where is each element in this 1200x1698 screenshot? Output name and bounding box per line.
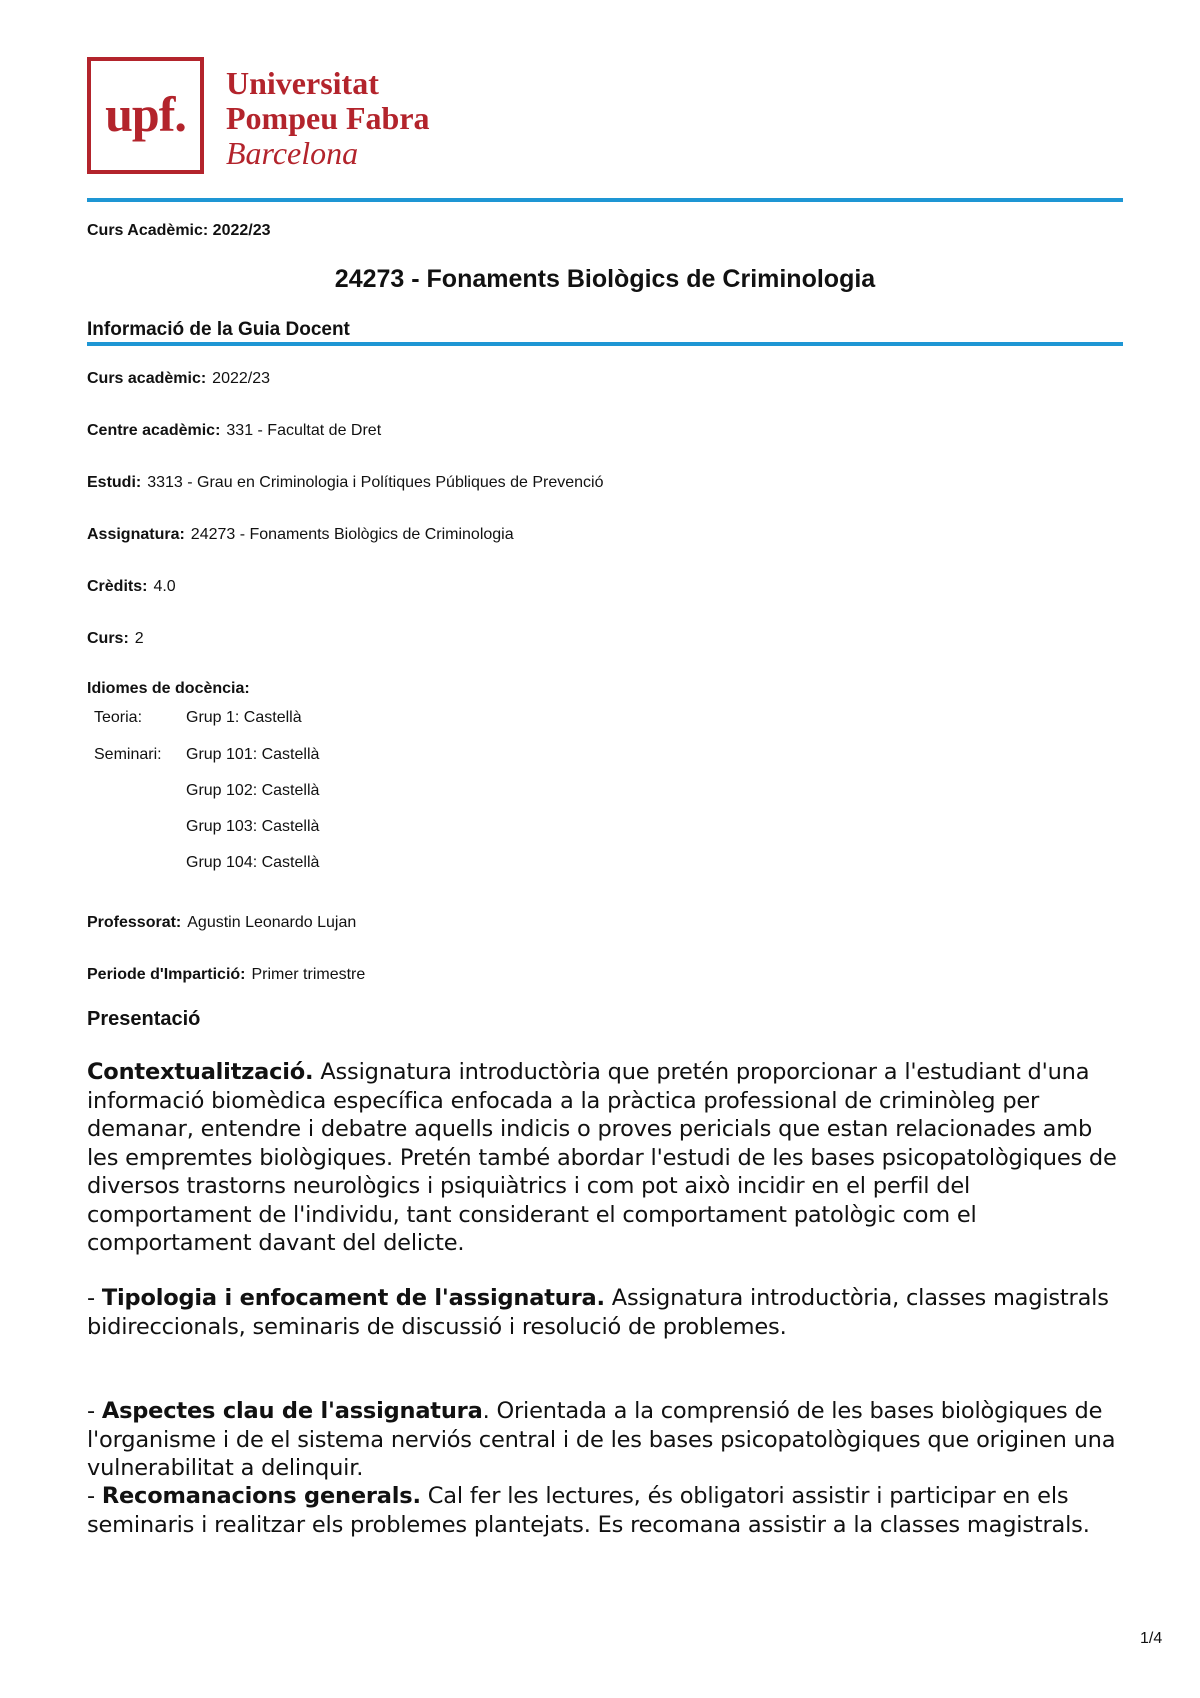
field-label: Curs: xyxy=(87,630,129,647)
language-group: Grup 102: Castellà xyxy=(186,782,320,799)
paragraph-text: . Orientada a la comprensió de les bases biològiques de l'organisme i de el sistema nerviós central i de les bases psicopatològiques que originen una vulnerabilitat a delinquir. xyxy=(87,1398,1116,1481)
presentation-paragraph xyxy=(87,1058,1127,1258)
field-value: 24273 - Fonaments Biològics de Criminologia xyxy=(190,526,514,543)
university-name xyxy=(226,66,486,171)
field-academic-centre xyxy=(87,422,381,440)
paragraph-text: Assignatura introductòria, classes magistrals bidireccionals, seminaris de discussió i resolució de problemes. xyxy=(87,1285,1109,1340)
paragraph-text: Assignatura introductòria que pretén proporcionar a l'estudiant d'una informació biomèdica específica enfocada a la pràctica professional de criminòleg per demanar, entendre i debatre aquells indicis o proves pericials que estan relacionades amb les empremtes biològiques. Pretén també abordar l'estudi de les bases psicopatològiques de diversos trastorns neurològics i psiquiàtrics i com pot això incidir en el perfil del comportament de l'individu, tant considerant el comportament patològic com el comportament davant del delicte. xyxy=(87,1059,1117,1256)
paragraph-lead: Tipologia i enfocament de l'assignatura. xyxy=(101,1285,605,1311)
field-staff xyxy=(87,914,356,932)
academic-year: Curs Acadèmic: 2022/23 xyxy=(87,222,271,239)
field-label: Curs acadèmic: xyxy=(87,370,207,387)
upf-logo-mark xyxy=(87,57,204,174)
university-city: Barcelona xyxy=(226,135,359,171)
seminar-label: Seminari: xyxy=(94,746,162,763)
field-label: Assignatura: xyxy=(87,526,185,543)
section-title: Informació de la Guia Docent xyxy=(87,319,350,340)
field-label: Periode d'Impartició: xyxy=(87,966,246,983)
university-name-line1: Universitat xyxy=(226,65,379,101)
field-value: Agustin Leonardo Lujan xyxy=(187,914,357,931)
paragraph-dash: - xyxy=(87,1483,102,1509)
field-credits xyxy=(87,578,176,596)
paragraph-lead: Recomanacions generals. xyxy=(101,1483,421,1509)
field-value: 2 xyxy=(134,630,144,647)
field-value: 2022/23 xyxy=(212,370,271,387)
presentation-paragraph xyxy=(87,1482,1127,1539)
logo-mark-text: upf. xyxy=(105,86,186,142)
language-group: Grup 104: Castellà xyxy=(186,854,320,871)
presentation-paragraph xyxy=(87,1397,1127,1483)
field-course xyxy=(87,630,144,648)
field-value: 331 - Facultat de Dret xyxy=(226,422,382,439)
field-label: Crèdits: xyxy=(87,578,148,595)
presentation-paragraph xyxy=(87,1284,1127,1341)
section-divider xyxy=(87,342,1123,346)
language-group: Grup 1: Castellà xyxy=(186,709,302,726)
paragraph-text: Cal fer les lectures, és obligatori assistir i participar en els seminaris i realitzar els problemes plantejats. Es recomana assistir a la classes magistrals. xyxy=(87,1483,1090,1538)
field-label: Centre acadèmic: xyxy=(87,422,221,439)
theory-label: Teoria: xyxy=(94,709,143,726)
university-name-line2: Pompeu Fabra xyxy=(226,100,430,136)
field-label: Estudi: xyxy=(87,474,142,491)
field-academic-year xyxy=(87,370,270,388)
field-value: 3313 - Grau en Criminologia i Polítiques Públiques de Prevenció xyxy=(147,474,604,491)
language-group: Grup 103: Castellà xyxy=(186,818,320,835)
page-title: 24273 - Fonaments Biològics de Criminologia xyxy=(334,265,876,293)
field-subject xyxy=(87,526,514,544)
field-study xyxy=(87,474,603,492)
paragraph-lead: Aspectes clau de l'assignatura xyxy=(101,1398,483,1424)
page-number: 1/4 xyxy=(1140,1630,1163,1647)
paragraph-dash: - xyxy=(87,1398,102,1424)
languages-label: Idiomes de docència: xyxy=(87,680,250,697)
paragraph-dash: - xyxy=(87,1285,102,1311)
presentation-heading: Presentació xyxy=(87,1008,201,1030)
field-value: 4.0 xyxy=(153,578,176,595)
field-value: Primer trimestre xyxy=(251,966,366,983)
field-label: Professorat: xyxy=(87,914,182,931)
field-period xyxy=(87,966,365,984)
language-group: Grup 101: Castellà xyxy=(186,746,320,763)
header-divider xyxy=(87,198,1123,202)
paragraph-lead: Contextualització. xyxy=(87,1059,314,1085)
